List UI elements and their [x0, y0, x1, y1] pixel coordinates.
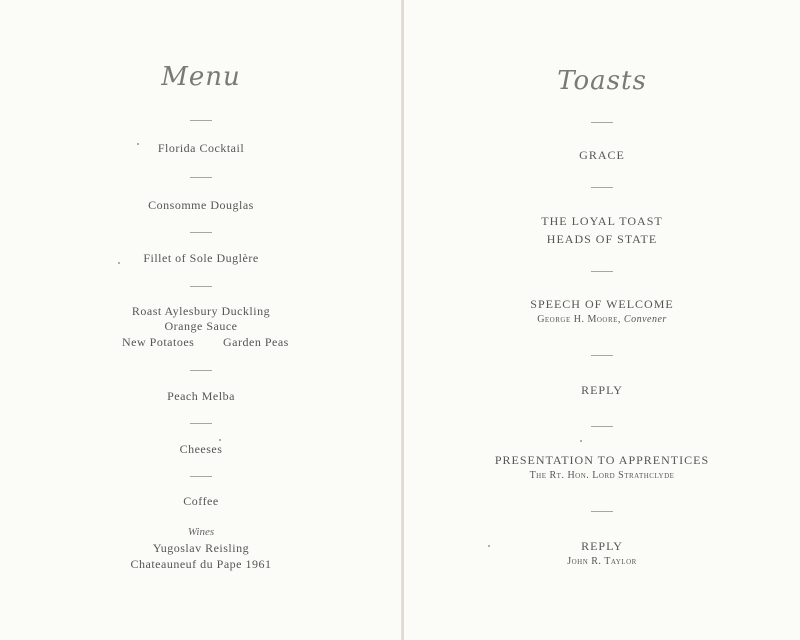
divider	[190, 370, 212, 371]
course-main: Roast Aylesbury Duckling	[131, 304, 271, 318]
welcome-speaker-role: Convener	[623, 314, 667, 325]
course-soup: Consomme Douglas	[148, 198, 254, 212]
welcome-speaker	[404, 314, 800, 325]
wine-white: Yugoslav Reisling	[152, 541, 250, 555]
presentation-speaker: The Rt. Hon. Lord Strathclyde	[529, 470, 675, 481]
paper-speck	[137, 143, 139, 145]
divider	[190, 120, 212, 121]
divider	[591, 187, 613, 188]
toast-reply-1: REPLY	[581, 383, 623, 397]
welcome-speaker-name: George H. Moore,	[537, 314, 621, 325]
toasts-heading: Toasts	[557, 66, 647, 96]
reply-2-speaker: John R. Taylor	[567, 556, 637, 567]
course-cheese: Cheeses	[179, 442, 223, 456]
divider	[190, 232, 212, 233]
wine-red: Chateauneuf du Pape 1961	[130, 557, 272, 571]
divider	[190, 286, 212, 287]
divider	[591, 426, 613, 427]
course-main-sauce: Orange Sauce	[164, 319, 238, 333]
vegetable-peas: Garden Peas	[223, 335, 289, 349]
course-dessert: Peach Melba	[167, 389, 235, 403]
toast-reply-2: REPLY	[581, 539, 623, 553]
paper-speck	[219, 439, 221, 441]
toast-welcome: SPEECH OF WELCOME	[530, 297, 674, 311]
paper-speck	[580, 440, 582, 442]
divider	[190, 177, 212, 178]
course-coffee: Coffee	[183, 494, 219, 508]
divider	[591, 511, 613, 512]
divider	[591, 122, 613, 123]
toast-presentation: PRESENTATION TO APPRENTICES	[494, 453, 710, 467]
divider	[591, 355, 613, 356]
divider	[591, 271, 613, 272]
toast-grace: GRACE	[579, 148, 625, 162]
course-starter: Florida Cocktail	[157, 141, 245, 155]
menu-heading: Menu	[161, 62, 241, 92]
vegetable-potatoes: New Potatoes	[122, 335, 195, 349]
toast-loyal: THE LOYAL TOAST	[541, 214, 663, 228]
wines-label: Wines	[187, 526, 215, 538]
paper-speck	[488, 545, 490, 547]
course-fish: Fillet of Sole Duglère	[143, 251, 259, 265]
toast-heads-of-state: HEADS OF STATE	[546, 232, 658, 246]
toasts-page	[404, 0, 800, 640]
divider	[190, 476, 212, 477]
paper-speck	[118, 262, 120, 264]
divider	[190, 423, 212, 424]
